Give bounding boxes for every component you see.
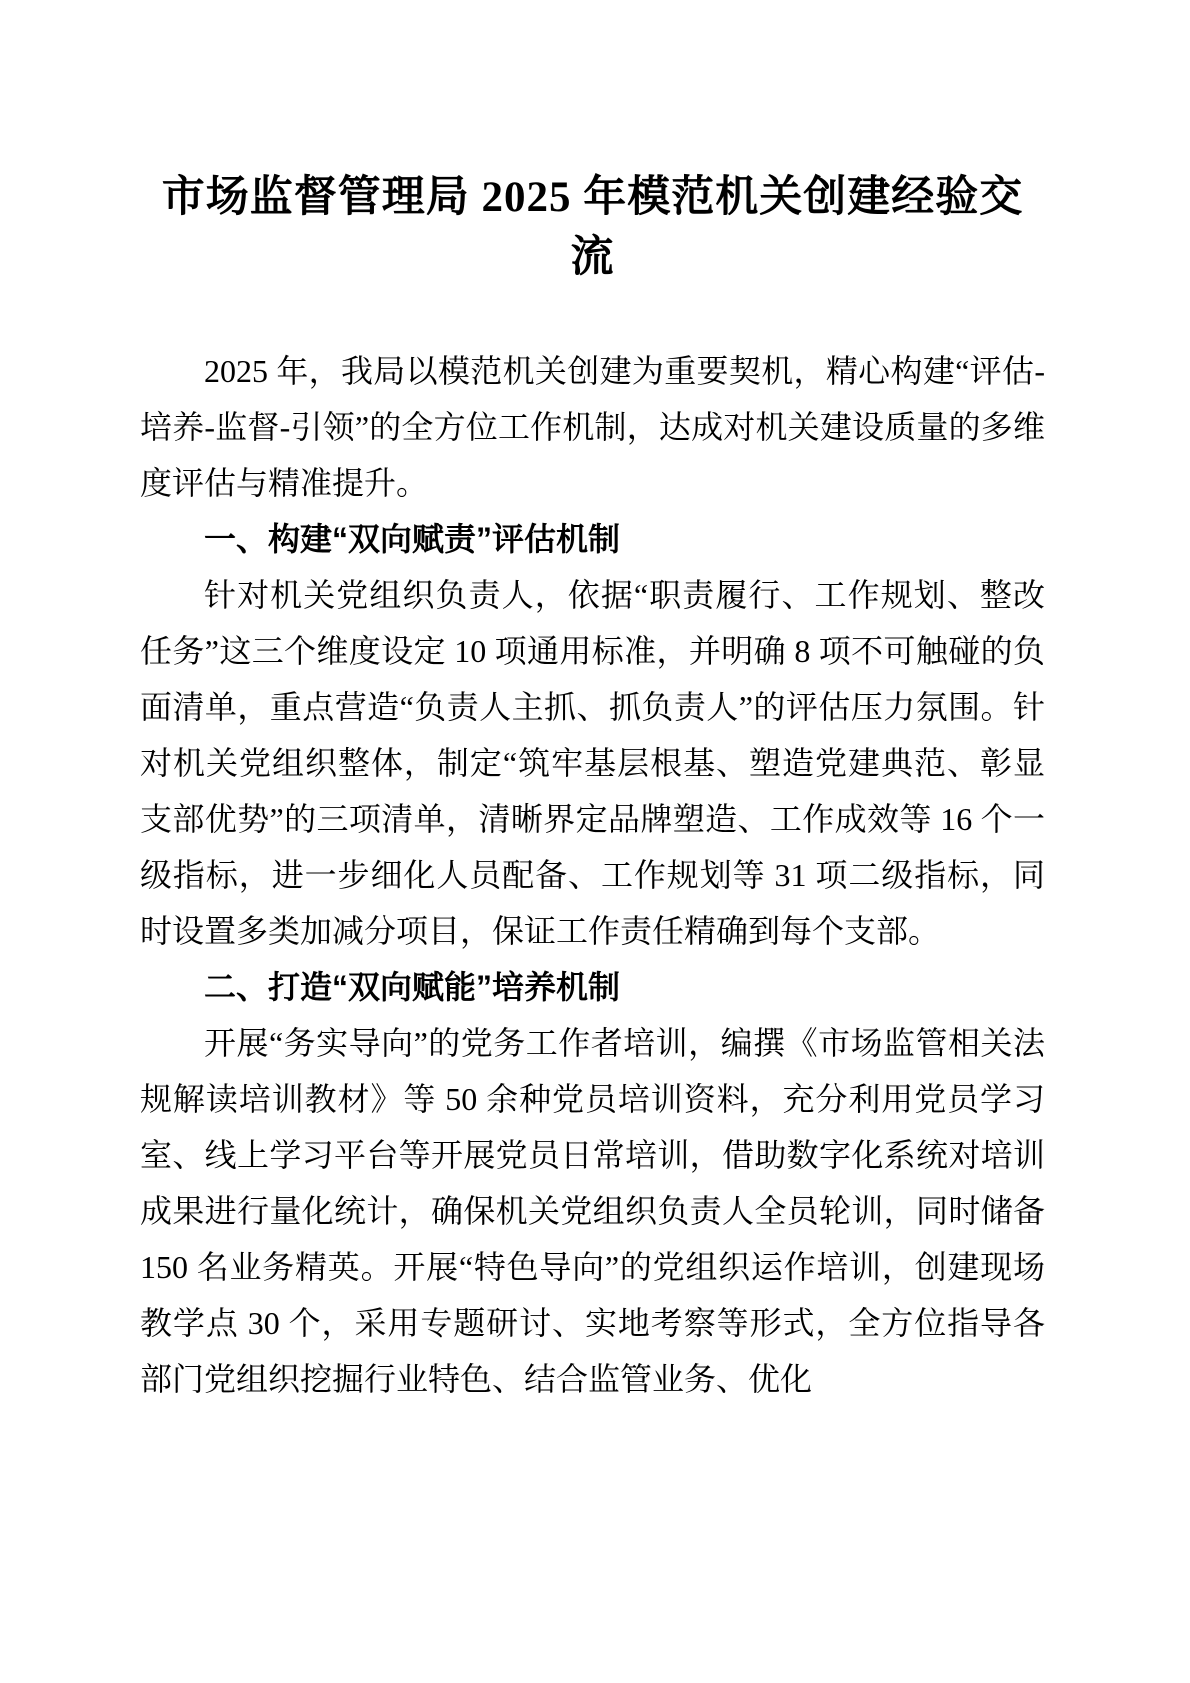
body-paragraph: 2025 年，我局以模范机关创建为重要契机，精心构建“评估-培养-监督-引领”的全方位工作机制，达成对机关建设质量的多维度评估与精准提升。 bbox=[140, 353, 1045, 501]
document-title: 市场监督管理局 2025 年模范机关创建经验交流 bbox=[161, 174, 1024, 281]
section-heading-2: 二、打造“双向赋能”培养机制 bbox=[204, 969, 621, 1005]
section-heading-1: 一、构建“双向赋责”评估机制 bbox=[204, 521, 621, 557]
body-paragraph: 开展“务实导向”的党务工作者培训，编撰《市场监管相关法规解读培训教材》等 50 余种党员培训资料，充分利用党员学习室、线上学习平台等开展党员日常培训，借助数字化系统对培训成果进行量化统计，确保机关党组织负责人全员轮训，同时储备 150 名业务精英。开展“特色导向”的党组织运作培训，创建现场教学点 30 个，采用专题研讨、实地考察等形式，全方位指导各部门党组织挖掘行业特色、结合监管业务、优化 bbox=[140, 1025, 1045, 1397]
body-paragraph: 针对机关党组织负责人，依据“职责履行、工作规划、整改任务”这三个维度设定 10 项通用标准，并明确 8 项不可触碰的负面清单，重点营造“负责人主抓、抓负责人”的评估压力氛围。针对机关党组织整体，制定“筑牢基层根基、塑造党建典范、彰显支部优势”的三项清单，清晰界定品牌塑造、工作成效等 16 个一级指标，进一步细化人员配备、工作规划等 31 项二级指标，同时设置多类加减分项目，保证工作责任精确到每个支部。 bbox=[140, 577, 1045, 949]
